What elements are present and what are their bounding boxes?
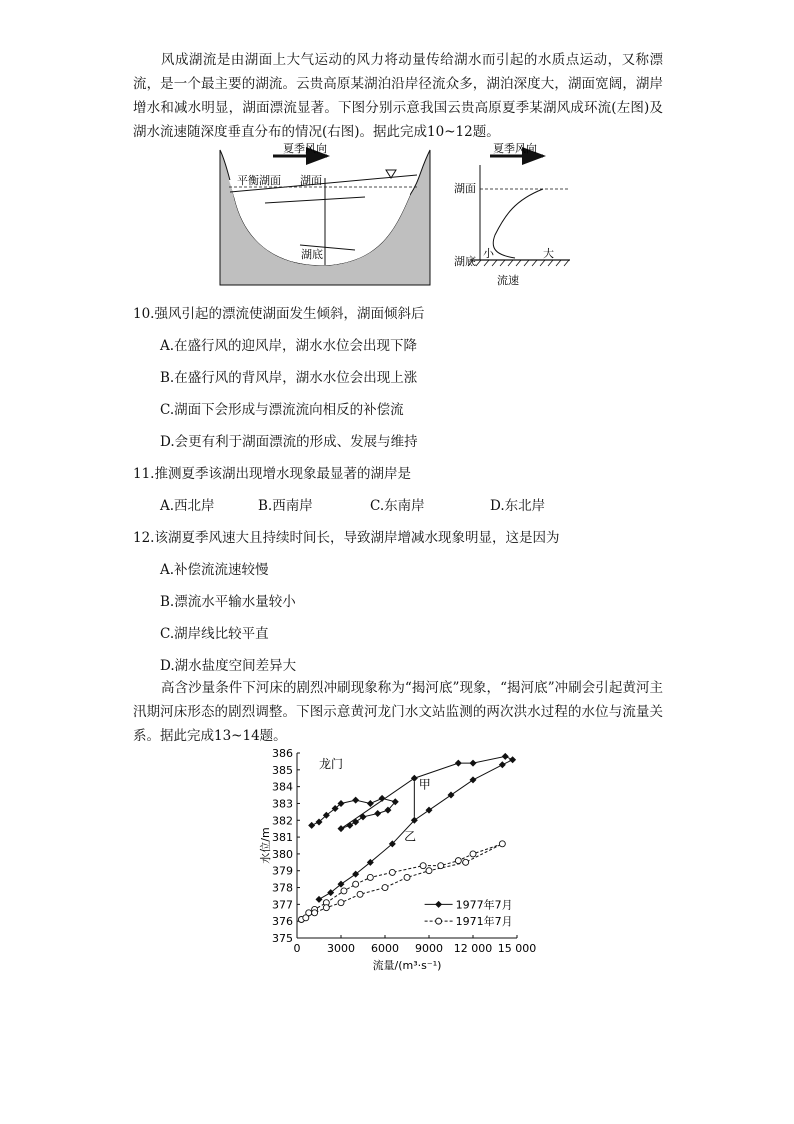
x-tick-label: 15 000: [497, 942, 537, 955]
passage-1: 风成湖流是由湖面上大气运动的风力将动量传给湖水而引起的水质点运动，又称漂流，是一个最主要的湖流。云贵高原某湖泊沿岸径流众多，湖泊深度大，湖面宽阔，湖岸增水和减水明显，湖面漂流显著。下图分别示意我国云贵高原夏季某湖风成环流(左图)及湖水流速随深度垂直分布的情况(右图)。据此完成10~12题。: [133, 52, 663, 140]
y-tick-label: 377: [272, 898, 293, 912]
lake-basin-diagram: [220, 141, 430, 285]
speed-label: 流速: [497, 274, 519, 287]
data-point-1971: [389, 869, 395, 875]
data-point-1977: [448, 792, 455, 799]
q12-option-d: D.湖水盐度空间差异大: [160, 658, 297, 674]
passage-2: 高含沙量条件下河床的剧烈冲刷现象称为“揭河底”现象，“揭河底”冲刷会引起黄河主汛期河床形态的剧烈调整。下图示意黄河龙门水文站监测的两次洪水过程的水位与流量关系。据此完成13~14题。: [133, 680, 663, 744]
data-point-1977: [308, 822, 315, 829]
q10-option-b: B.在盛行风的背风岸，湖水水位会出现上涨: [160, 370, 418, 386]
data-point-1977: [426, 807, 433, 814]
question-11: 11.推测夏季该湖出现增水现象最显著的湖岸是: [133, 466, 411, 482]
velocity-profile-diagram: [454, 141, 570, 287]
surface-label-right: 湖面: [454, 182, 476, 195]
bottom-label-right: 湖底: [454, 255, 476, 268]
y-tick-label: 379: [272, 864, 293, 878]
data-point-1971: [404, 874, 410, 880]
data-point-1977: [502, 753, 509, 760]
data-point-1977: [411, 775, 418, 782]
q11-option-c: C.东南岸: [370, 498, 425, 514]
large-label: 大: [543, 247, 554, 260]
q10-option-a: A.在盛行风的迎风岸，湖水水位会出现下降: [160, 338, 418, 354]
data-point-1971: [338, 900, 344, 906]
data-point-1971: [357, 891, 363, 897]
data-point-1971: [303, 915, 309, 921]
x-tick-label: 12 000: [453, 942, 493, 955]
data-point-1977: [360, 813, 367, 820]
q12-option-c: C.湖岸线比较平直: [160, 626, 269, 642]
data-point-1971: [420, 863, 426, 869]
data-point-1971: [455, 858, 461, 864]
legend-marker-1971: [436, 918, 442, 924]
y-axis-title: 水位/m: [259, 827, 272, 864]
x-tick-label: 3000: [327, 942, 355, 955]
data-point-1977: [470, 776, 477, 783]
question-10: 10.强风引起的漂流使湖面发生倾斜，湖面倾斜后: [133, 306, 425, 322]
y-tick-label: 380: [272, 847, 293, 861]
data-point-1971: [367, 874, 373, 880]
legend-label-1977: 1977年7月: [455, 898, 513, 912]
data-point-1977: [346, 822, 353, 829]
data-point-1977: [352, 818, 359, 825]
data-point-1971: [353, 881, 359, 887]
data-point-1977: [499, 761, 506, 768]
y-tick-label: 385: [272, 763, 293, 777]
lake-circulation-figure: [205, 140, 575, 290]
y-tick-label: 386: [272, 747, 293, 760]
y-tick-label: 375: [272, 932, 293, 945]
small-label: 小: [483, 247, 494, 260]
data-point-1977: [379, 795, 386, 802]
legend-marker-1977: [435, 901, 442, 908]
x-tick-label: 9000: [415, 942, 443, 955]
wind-label: 夏季风向: [283, 142, 327, 155]
question-12: 12.该湖夏季风速大且持续时间长，导致湖岸增减水现象明显，这是因为: [133, 530, 560, 546]
x-tick-label: 0: [293, 942, 301, 955]
annotation-yi: 乙: [404, 829, 417, 844]
q12-option-b: B.漂流水平输水量较小: [160, 594, 296, 610]
legend-label-1971: 1971年7月: [455, 915, 513, 929]
stage-discharge-chart: [255, 745, 545, 985]
q10-option-c: C.湖面下会形成与漂流流向相反的补偿流: [160, 402, 404, 418]
data-point-1977: [374, 810, 381, 817]
data-point-1977: [455, 760, 462, 767]
data-point-1977: [316, 896, 323, 903]
data-point-1971: [499, 841, 505, 847]
data-point-1977: [509, 756, 516, 763]
surface-label: 湖面: [300, 174, 322, 187]
x-tick-label: 6000: [371, 942, 399, 955]
data-point-1971: [341, 888, 347, 894]
data-point-1977: [352, 797, 359, 804]
data-point-1977: [338, 825, 345, 832]
q11-option-d: D.东北岸: [490, 498, 546, 514]
data-point-1977: [470, 760, 477, 767]
data-point-1971: [382, 885, 388, 891]
data-point-1977: [367, 800, 374, 807]
y-tick-label: 384: [272, 780, 293, 794]
x-axis-title: 流量/(m³·s⁻¹): [372, 959, 442, 972]
annotation-jia: 甲: [418, 777, 431, 792]
data-point-1971: [438, 863, 444, 869]
y-tick-label: 381: [272, 831, 293, 845]
data-point-1971: [426, 868, 432, 874]
y-tick-label: 382: [272, 814, 293, 828]
data-point-1971: [463, 859, 469, 865]
wind-label-right: 夏季风向: [493, 142, 537, 155]
q11-option-a: A.西北岸: [160, 498, 215, 514]
data-point-1971: [312, 910, 318, 916]
y-tick-label: 378: [272, 881, 293, 895]
q12-option-a: A.补偿流流速较慢: [160, 562, 269, 578]
data-point-1971: [323, 905, 329, 911]
q11-option-b: B.西南岸: [258, 498, 313, 514]
bottom-label: 湖底: [301, 248, 323, 261]
y-tick-label: 376: [272, 915, 293, 929]
q10-option-d: D.会更有利于湖面漂流的形成、发展与维持: [160, 434, 418, 450]
station-label: 龙门: [319, 757, 344, 772]
balance-surface-label: 平衡湖面: [237, 174, 281, 187]
data-point-1971: [470, 851, 476, 857]
y-tick-label: 383: [272, 797, 293, 811]
